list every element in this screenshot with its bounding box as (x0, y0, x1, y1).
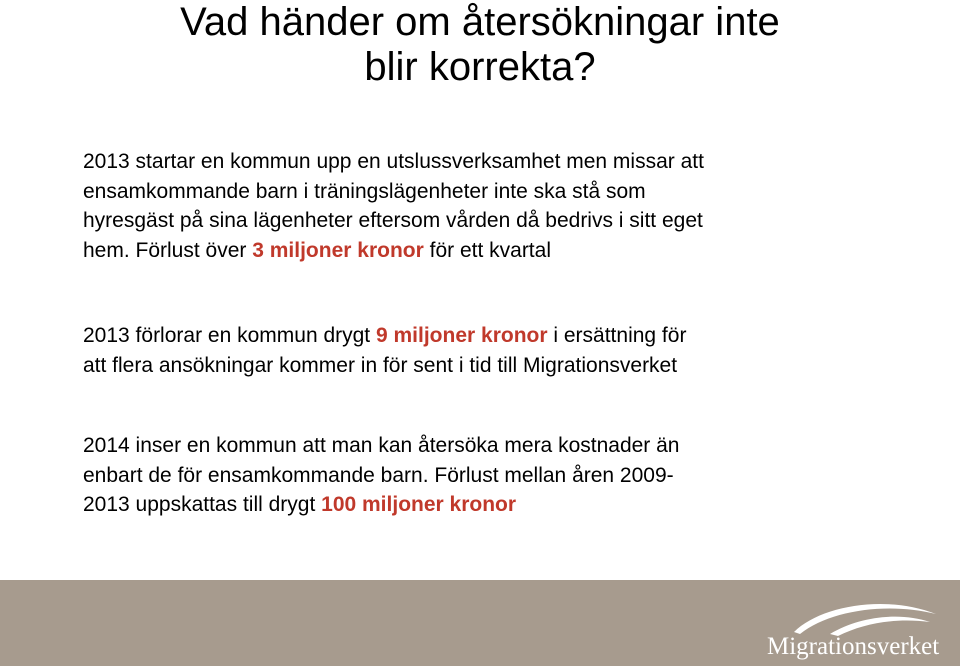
highlight-amount: 9 miljoner kronor (375, 324, 548, 347)
paragraph-line: 2014 inser en kommun att man kan återsöka mera kostnader än (83, 434, 680, 457)
paragraph-line: hyresgäst på sina lägenheter eftersom vården då bedrivs i sitt eget (83, 209, 703, 232)
paragraph-utsluss (83, 147, 943, 265)
slide-title (0, 0, 960, 90)
logo-wordmark: Migrationsverket (767, 633, 940, 660)
paragraph-line: ensamkommande barn i träningslägenheter inte ska stå som (83, 179, 646, 203)
slide-title-line-2: blir korrekta? (364, 45, 596, 89)
paragraph-ersattning (83, 321, 943, 380)
paragraph-line: att flera ansökningar kommer in för sent i tid till Migrationsverket (83, 353, 678, 377)
paragraph-atersokning (83, 431, 943, 520)
highlight-amount: 100 miljoner kronor (321, 493, 517, 516)
highlight-amount: 3 miljoner kronor (252, 238, 424, 262)
footer-bar (0, 580, 960, 666)
paragraph-line: för ett kvartal (423, 238, 551, 262)
paragraph-line: 2013 startar en kommun upp en utslussverksamhet men missar att (83, 150, 704, 173)
paragraph-line: enbart de för ensamkommande barn. Förlust mellan åren 2009- (83, 463, 674, 487)
paragraph-line: hem. Förlust över (83, 238, 253, 262)
paragraph-line: 2013 förlorar en kommun drygt (83, 324, 376, 347)
paragraph-line: i ersättning för (547, 324, 687, 347)
slide-title-line-1: Vad händer om återsökningar inte (180, 0, 780, 44)
logo-arc-icon (790, 596, 940, 636)
paragraph-line: 2013 uppskattas till drygt (83, 493, 322, 516)
migrationsverket-logo (762, 580, 960, 666)
